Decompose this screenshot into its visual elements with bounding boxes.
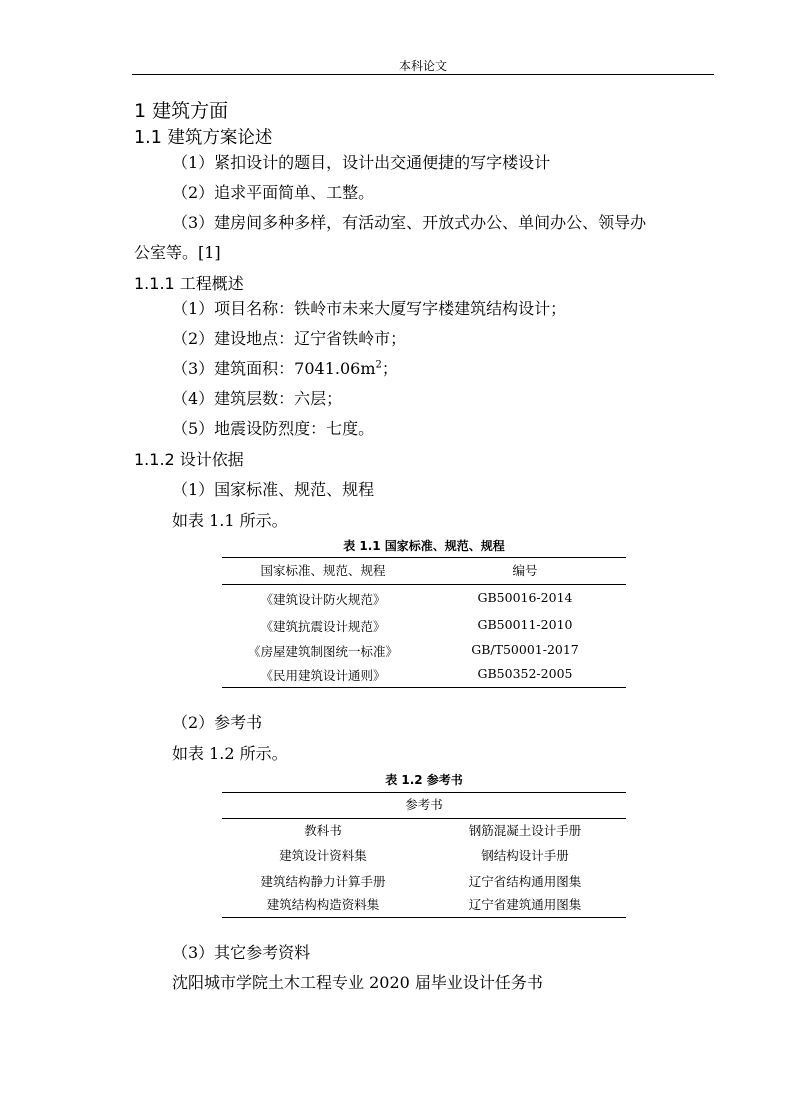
table-cell: 建筑结构静力计算手册 — [260, 874, 386, 889]
table-cell: 教科书 — [304, 823, 342, 838]
table-cell: 辽宁省结构通用图集 — [468, 874, 582, 889]
header-rule — [132, 74, 714, 75]
table-bottom-rule — [222, 917, 626, 918]
table-caption: 表 1.1 国家标准、规范、规程 — [343, 539, 505, 553]
paragraph-line: （4）建筑层数：六层； — [172, 389, 343, 408]
table-header-cell: 参考书 — [405, 797, 443, 812]
table-caption: 表 1.2 参考书 — [385, 773, 463, 787]
paragraph-line: （2）建设地点：辽宁省铁岭市； — [172, 329, 407, 348]
paragraph-line: （1）国家标准、规范、规程 — [172, 480, 375, 499]
table-cell: GB50016-2014 — [477, 590, 573, 605]
table-cell: 钢筋混凝土设计手册 — [468, 823, 582, 838]
table-header-cell: 编号 — [512, 563, 538, 578]
table-cell: 《房屋建筑制图统一标准》 — [247, 644, 398, 659]
table-header-rule — [222, 818, 626, 819]
area-text: （3）建筑面积：7041.06m — [172, 359, 376, 378]
section-title-1: 1 建筑方面 — [134, 100, 229, 122]
table-cell: 《民用建筑设计通则》 — [260, 668, 386, 683]
table-header-rule — [222, 584, 626, 585]
area-superscript: 2 — [375, 359, 382, 371]
paragraph-line: （2）追求平面简单、工整。 — [172, 183, 375, 202]
table-top-rule — [222, 792, 626, 793]
section-title-1-1-1: 1.1.1 工程概述 — [134, 274, 244, 293]
table-header-cell: 国家标准、规范、规程 — [260, 563, 386, 578]
table-cell: GB50352-2005 — [477, 666, 573, 681]
table-cell: 钢结构设计手册 — [481, 848, 569, 863]
page-header: 本科论文 — [398, 59, 447, 73]
table-cell: GB/T50001-2017 — [471, 642, 579, 657]
paragraph-line: （3）其它参考资料 — [172, 943, 311, 962]
paragraph-line: （2）参考书 — [172, 713, 263, 732]
table-bottom-rule — [222, 687, 626, 688]
area-line — [172, 356, 398, 379]
table-cell: 辽宁省建筑通用图集 — [468, 897, 582, 912]
table-top-rule — [222, 557, 626, 558]
paragraph-line: （1）紧扣设计的题目，设计出交通便捷的写字楼设计 — [172, 153, 551, 172]
paragraph-line: （3）建房间多种多样，有活动室、开放式办公、单间办公、领导办 — [172, 213, 647, 232]
table-cell: 《建筑设计防火规范》 — [260, 592, 386, 607]
section-title-1-1-2: 1.1.2 设计依据 — [134, 450, 244, 469]
table-reference: 如表 1.2 所示。 — [172, 744, 288, 763]
paragraph-line: （5）地震设防烈度：七度。 — [172, 419, 375, 438]
section-title-1-1: 1.1 建筑方案论述 — [134, 128, 273, 148]
table-cell: 《建筑抗震设计规范》 — [260, 619, 386, 634]
paragraph-line: 沈阳城市学院土木工程专业 2020 届毕业设计任务书 — [172, 973, 543, 992]
table-reference: 如表 1.1 所示。 — [172, 511, 288, 530]
paragraph-line: 公室等。[1] — [134, 243, 221, 262]
area-tail: ； — [381, 359, 398, 378]
paragraph-line: （1）项目名称：铁岭市未来大厦写字楼建筑结构设计； — [172, 299, 567, 318]
table-cell: 建筑设计资料集 — [279, 848, 367, 863]
table-cell: 建筑结构构造资料集 — [266, 897, 380, 912]
table-cell: GB50011-2010 — [477, 617, 573, 632]
